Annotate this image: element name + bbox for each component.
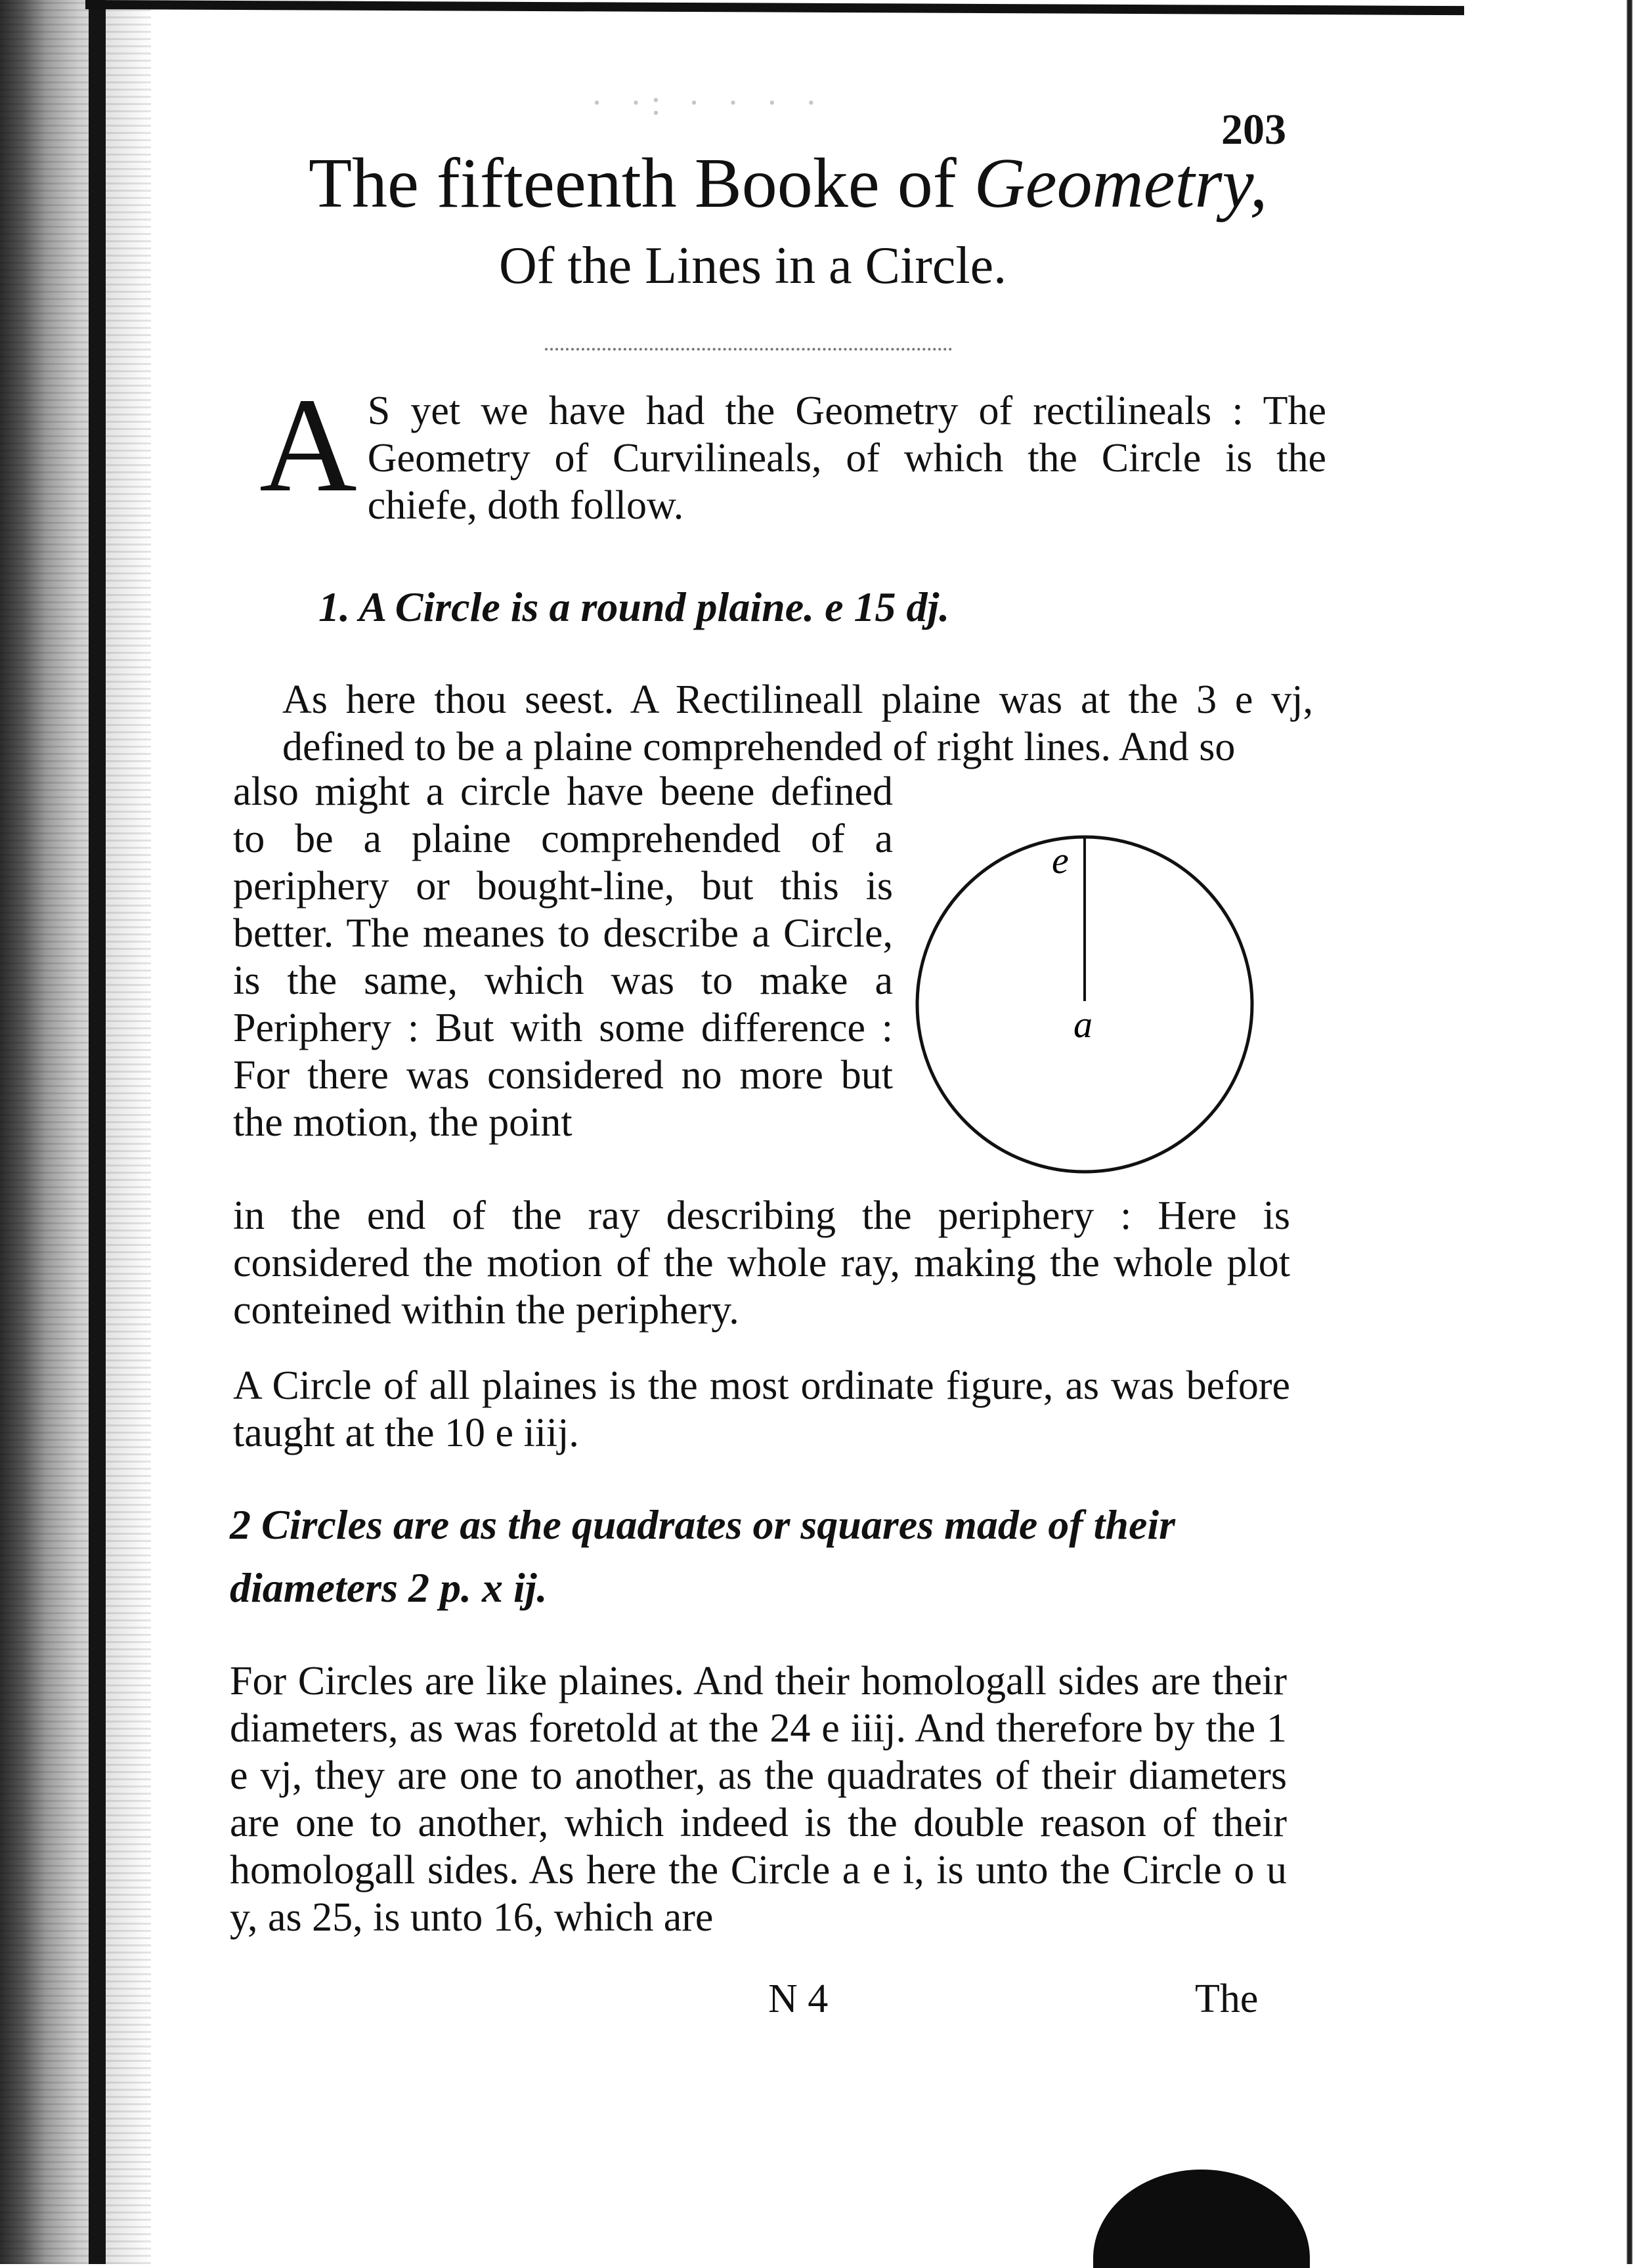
label-a: a: [1073, 1003, 1093, 1046]
scan-right-edge: [1620, 0, 1646, 2264]
catchword: The: [1195, 1977, 1259, 2021]
ink-blot: [1093, 2170, 1310, 2268]
proposition-2-heading: 2 Circles are as the quadrates or squares made of their diameters 2 p. x ij.: [230, 1501, 1176, 1611]
title-prefix: The fifteenth Booke of: [309, 144, 974, 223]
title-italic: Geometry,: [974, 144, 1268, 223]
circle-figure: [906, 827, 1267, 1182]
page-title: [309, 144, 1359, 223]
faint-bleedthrough: · ·: · · · ·: [591, 83, 827, 122]
divider-rule: [545, 348, 952, 351]
page-edge-top: [85, 0, 1464, 15]
drop-cap: A: [259, 370, 357, 520]
page-subtitle: Of the Lines in a Circle.: [499, 237, 1007, 295]
intro-text: S yet we have had the Geometry of rectilineals : The Geometry of Curvilineals, of which the Circle is the chiefe, doth follow.: [367, 389, 1326, 528]
proposition-1-paragraph-rest: in the end of the ray describing the periphery : Here is considered the motion of the whole ray, making the whole plot conteined within the periphery.: [233, 1193, 1290, 1333]
scan-left-gutter: [0, 0, 151, 2264]
page-number: 203: [1221, 106, 1286, 154]
signature-mark: N 4: [768, 1977, 829, 2021]
proposition-2-paragraph: For Circles are like plaines. And their homologall sides are their diameters, as was foretold at the 24 e iiij. And therefore by the 1 e vj, they are one to another, as the quadrates of their diameters are one to another, which indeed is the double reason of their homologall sides. As here the Circle a e i, is unto the Circle o u y, as 25, is unto 16, which are: [230, 1659, 1287, 1940]
proposition-1-heading: 1. A Circle is a round plaine. e 15 dj.: [318, 584, 950, 630]
page-edge-left: [89, 0, 106, 2264]
proposition-1-paragraph-last: A Circle of all plaines is the most ordinate figure, as was before taught at the 10 e iiij.: [233, 1363, 1290, 1455]
proposition-1-paragraph-wrap: also might a circle have beene defined to be a plaine comprehended of a periphery or bought-line, but this is better. The meanes to describe a Circle, is the same, which was to make a Periphery : But with some difference : For there was considered no more but the motion, the point: [233, 769, 893, 1145]
proposition-1-paragraph-top: As here thou seest. A Rectilineall plaine was at the 3 e vj, defined to be a plaine comprehended of right lines. And so: [282, 677, 1313, 769]
intro-paragraph: [259, 370, 1326, 529]
label-e: e: [1052, 839, 1069, 882]
